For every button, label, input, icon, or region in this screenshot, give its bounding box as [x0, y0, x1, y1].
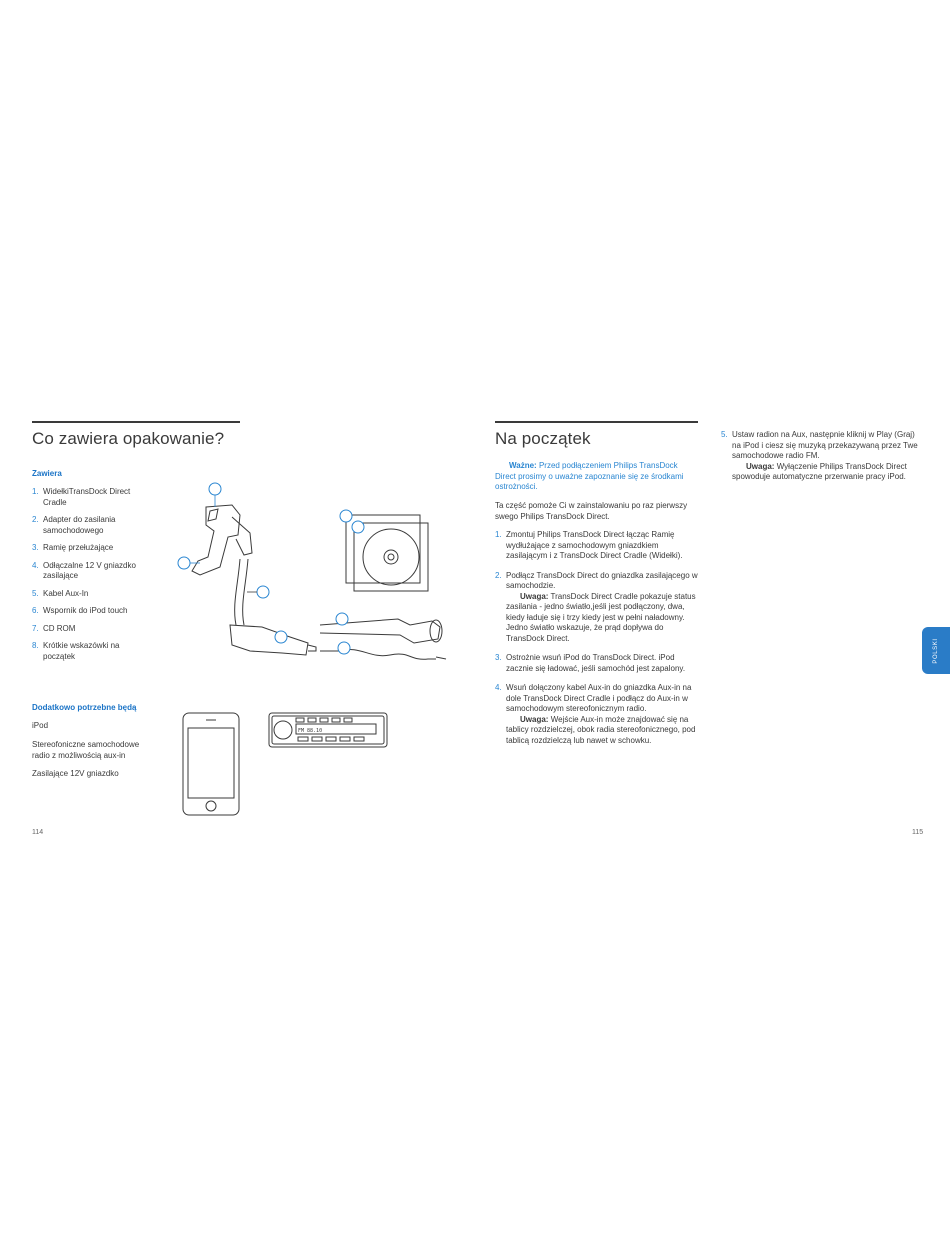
car-radio-illustration [268, 712, 388, 748]
product-illustration [170, 475, 450, 670]
contents-heading: Zawiera [32, 469, 62, 478]
list-item: 1. WidełkiTransDock Direct Cradle [32, 487, 131, 507]
left-page-number: 114 [32, 829, 44, 836]
list-item: 3. Ramię przełużające [32, 543, 114, 552]
list-item: 7. CD ROM [32, 623, 76, 633]
list-item: 8. Krótkie wskazówki na początek [32, 641, 120, 661]
list-item: 6. Wspornik do iPod touch [32, 606, 128, 615]
list-item: 5. Ustaw radion na Aux, następnie kliknij w Play (Graj) na iPod i ciesz się muzyką przekazywaną przez Twe samochodowe radio FM. Uwaga: Wyłączenie Philips TransDock Direct spowoduje automatyczne przerwanie pracy iPod. [721, 430, 918, 481]
list-item: 3. Ostrożnie wsuń iPod do TransDock Direct. iPod zacznie się ładować, jeśli samochód jest zapalony. [495, 653, 686, 673]
list-item: 4. Wsuń dołączony kabel Aux-in do gniazdka Aux-in na dole TransDock Direct Cradle i podłącz do Aux-in w samochodowym stereofonicznym radio. Uwaga: Wejście Aux-in może znajdować się na tablicy rozdzielczej, obok radia stereofonicznego, pod tablicą rozdzielczą lub nawet w schowku. [495, 683, 696, 745]
left-title-rule [32, 421, 240, 423]
right-title-rule [495, 421, 698, 423]
important-note: Ważne: Przed podłączeniem Philips TransDock Direct prosimy o uważne zapoznanie się ze środkami ostrożności. [495, 461, 684, 491]
list-item: 5. Kabel Aux-In [32, 588, 89, 598]
needed-item: Zasilające 12V gniazdko [32, 769, 119, 778]
ipod-illustration [182, 712, 240, 816]
right-page-title: Na początek [495, 429, 591, 448]
right-page-number: 115 [912, 829, 924, 836]
list-item: 2. Adapter do zasilania samochodowego [32, 515, 116, 535]
step5-list [721, 430, 921, 490]
list-item: 2. Podłącz TransDock Direct do gniazdka zasilającego w samochodzie. Uwaga: TransDock Direct Cradle pokazuje status zasilania - jedno światło,jeśli jest podłączony, dwa, kiedy ładuje się i trzy kiedy jest w pełni naładowny. Jedno światło wskazuje, że prąd dopływa do TransDock Direct. [495, 570, 698, 643]
contents-list [32, 487, 152, 669]
left-page-title: Co zawiera opakowanie? [32, 429, 225, 448]
steps-list [495, 530, 700, 755]
needed-item: iPod [32, 721, 49, 730]
list-item: 4. Odłączalne 12 V gniazdko zasilające [32, 560, 136, 580]
list-item: 1. Zmontuj Philips TransDock Direct łącząc Ramię wydłużające z samochodowym gniazdkiem zasilającym i z TransDock Direct Cradle (Widełki). [495, 530, 683, 560]
language-tab: POLSKI [922, 627, 950, 674]
needed-heading: Dodatkowo potrzebne będą [32, 703, 137, 712]
needed-item: Stereofoniczne samochodowe radio z możliwością aux-in [32, 740, 140, 760]
radio-display-text: FM 88.10 [298, 728, 323, 734]
intro-text: Ta część pomoże Ci w zainstalowaniu po raz pierwszy swego Philips TransDock Direct. [495, 501, 688, 521]
